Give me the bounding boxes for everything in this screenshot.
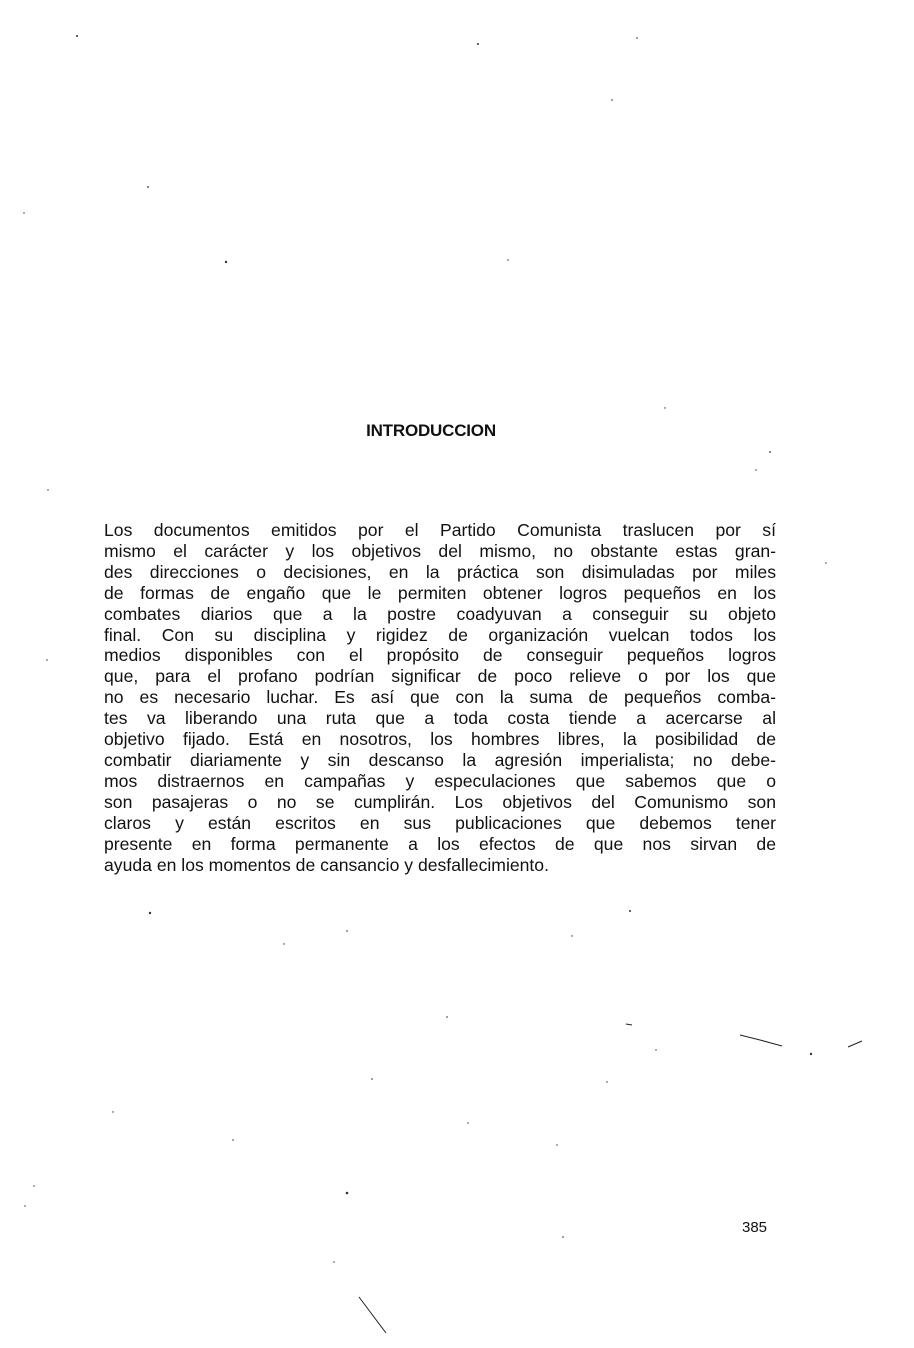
paragraph-line: que, para el profano podrían significar de poco relieve o por los que [104, 666, 776, 687]
paragraph-line: de formas de engaño que le permiten obtener logros pequeños en los [104, 582, 776, 603]
paragraph-line: medios disponibles con el propósito de conseguir pequeños logros [104, 645, 776, 666]
paragraph-line: final. Con su disciplina y rigidez de organización vuelcan todos los [104, 624, 776, 645]
paragraph-line: combates diarios que a la postre coadyuvan a conseguir su objeto [104, 603, 776, 624]
paragraph-line: des direcciones o decisiones, en la práctica son disimuladas por miles [104, 561, 776, 582]
body-paragraph [104, 520, 776, 875]
paragraph-line: presente en forma permanente a los efectos de que nos sirvan de [104, 833, 776, 854]
paragraph-line: mos distraernos en campañas y especulaciones que sabemos que o [104, 770, 776, 791]
paragraph-line: ayuda en los momentos de cansancio y desfallecimiento. [104, 854, 549, 875]
paragraph-line: no es necesario luchar. Es así que con la suma de pequeños comba- [104, 687, 776, 708]
paragraph-line: mismo el carácter y los objetivos del mismo, no obstante estas gran- [104, 540, 776, 561]
paragraph-line: objetivo fijado. Está en nosotros, los hombres libres, la posibilidad de [104, 729, 776, 750]
paragraph-line: claros y están escritos en sus publicaciones que debemos tener [104, 812, 776, 833]
paragraph-line: Los documentos emitidos por el Partido Comunista traslucen por sí [104, 520, 776, 540]
page-number: 385 [742, 1219, 768, 1236]
document-title: INTRODUCCION [366, 421, 496, 440]
paragraph-line: tes va liberando una ruta que a toda costa tiende a acercarse al [104, 708, 776, 729]
paragraph-line: combatir diariamente y sin descanso la agresión imperialista; no debe- [104, 749, 776, 770]
paragraph-line: son pasajeras o no se cumplirán. Los objetivos del Comunismo son [104, 791, 776, 812]
